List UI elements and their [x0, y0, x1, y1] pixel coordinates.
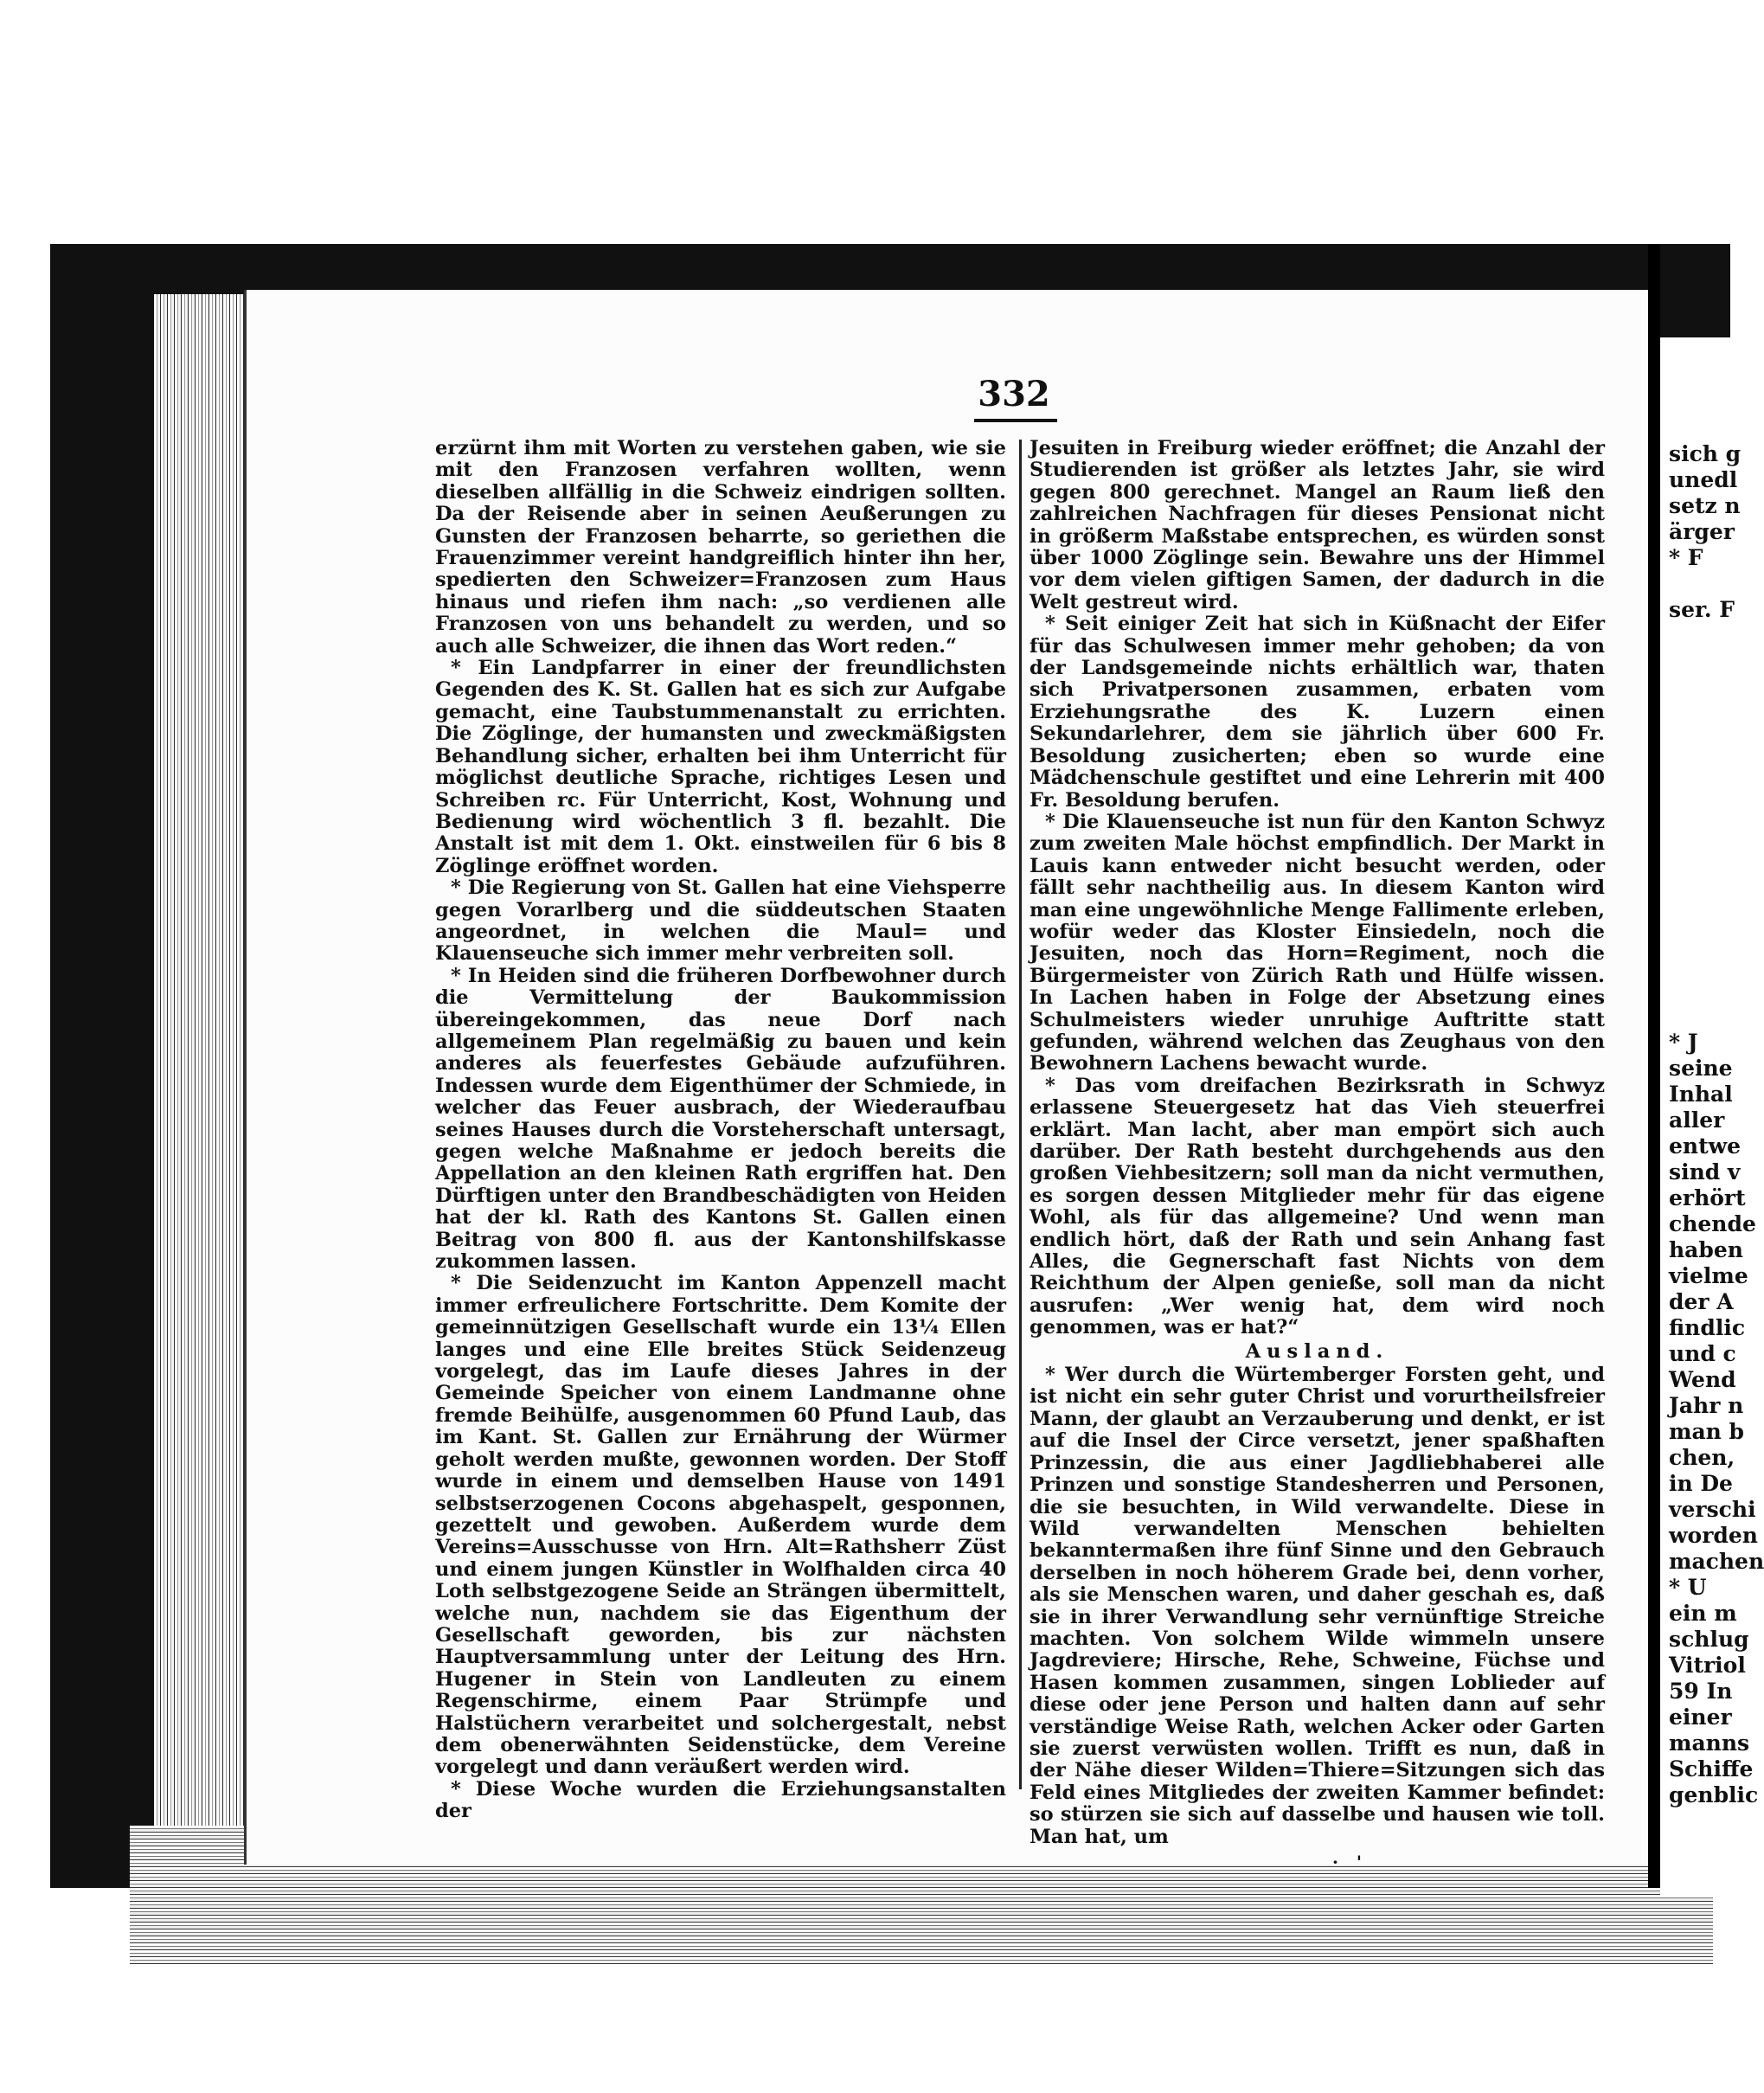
next-page-line: der A	[1669, 1289, 1734, 1314]
next-page-line: ser. F	[1669, 597, 1735, 622]
next-page-line: aller	[1669, 1107, 1725, 1133]
paragraph: * Das vom dreifachen Bezirksrath in Schwyz erlassene Steuergesetz hat das Vieh steuerfrei erklärt. Man lacht, aber man empört sich auch darüber. Der Rath besteht durchgehends aus den großen Viehbesitzern; soll man da nicht vermuthen, es sorgen dessen Mitglieder mehr für das eigene Wohl, als für das allgemeine? Und wenn man endlich hört, daß der Rath und sein Anhang fast Alles, die Gegnerschaft fast Nichts von dem Reichthum der Alpen genieße, soll man da nicht ausrufen: „Wer wenig hat, dem wird noch genommen, was er hat?“	[1030, 1074, 1605, 1339]
next-page-line: ein m	[1669, 1601, 1737, 1626]
next-page-line: 59 In	[1669, 1679, 1733, 1704]
next-page-line: chende	[1669, 1211, 1756, 1236]
left-column	[435, 438, 1006, 1823]
section-heading: Ausland.	[1245, 1339, 1389, 1363]
next-page-line: chen,	[1669, 1445, 1735, 1470]
next-page-line: genblic	[1669, 1782, 1759, 1807]
next-page-top-lines	[1660, 441, 1741, 623]
next-page-line: sich g	[1669, 441, 1742, 466]
paragraph: Jesuiten in Freiburg wieder eröffnet; die Anzahl der Studierenden ist größer als letztes Jahr, sie wird gegen 800 gerechnet. Mangel an Raum ließ den zahlreichen Nachfragen für dieses Pensionat nicht in größerm Maßstabe entsprechen, es würden sonst über 1000 Zöglinge sein. Bewahre uns der Himmel vor dem vielen giftigen Samen, der dadurch in die Welt gestreut wird.	[1030, 437, 1605, 613]
next-page-line: * U	[1669, 1575, 1707, 1600]
paragraph: * Die Regierung von St. Gallen hat eine Viehsperre gegen Vorarlberg und die süddeutschen Staaten angeordnet, in welchen die Maul= und Klauenseuche sich immer mehr verbreiten soll.	[435, 876, 1006, 966]
next-page-line: verschi	[1669, 1497, 1756, 1522]
paragraph: * Ein Landpfarrer in einer der freundlichsten Gegenden des K. St. Gallen hat es sich zur Aufgabe gemacht, eine Taubstummenanstalt zu errichten. Die Zöglinge, der humansten und zweckmäßigsten Behandlung sicher, erhalten bei ihm Unterricht für möglichst deutliche Sprache, richtiges Lesen und Schreiben rc. Für Unterricht, Kost, Wohnung und Bedienung wird wöchentlich 3 fl. bezahlt. Die Anstalt ist mit dem 1. Okt. einstweilen für 6 bis 8 Zöglinge eröffnet worden.	[435, 657, 1006, 877]
paragraph: erzürnt ihm mit Worten zu verstehen gaben, wie sie mit den Franzosen verfahren wollten, wenn dieselben allfällig in die Schweiz eindrigen sollten. Da der Reisende aber in seinen Aeußerungen zu Gunsten der Franzosen beharrte, so geriethen die Frauenzimmer vereint handgreiflich hinter ihn her, spedierten den Schweizer=Franzosen zum Haus hinaus und riefen ihm nach: „so verdienen alle Franzosen von uns behandelt zu werden, und so auch alle Schweizer, die ihnen das Wort reden.“	[435, 437, 1006, 658]
next-page-line: seine	[1669, 1056, 1733, 1081]
next-page-line: Schiffe	[1669, 1756, 1754, 1782]
next-page-line: unedl	[1669, 467, 1738, 492]
next-page-line: man b	[1669, 1419, 1745, 1444]
paragraph: * Diese Woche wurden die Erziehungsanstalten der	[435, 1777, 1006, 1823]
book-gutter	[1648, 244, 1660, 1888]
paragraph: * Die Seidenzucht im Kanton Appenzell macht immer erfreulichere Fortschritte. Dem Komite der gemeinnützigen Gesellschaft wurde ein 13¼ Ellen langes und eine Elle breites Stück Seidenzeug vorgelegt, das im Laufe dieses Jahres in der Gemeinde Speicher von einem Landmanne ohne fremde Beihülfe, ausgenommen 60 Pfund Laub, das im Kant. St. Gallen zur Ernährung der Würmer geholt werden mußte, gewonnen worden. Der Stoff wurde in einem und demselben Hause von 1491 selbstserzogenen Cocons abgehaspelt, gesponnen, gezettelt und gewoben. Außerdem wurde dem Vereins=Ausschusse von Hrn. Alt=Rathsherr Züst und einem jungen Künstler in Wolfhalden circa 40 Loth selbstgezogene Seide an Strängen übermittelt, welche nun, nachdem sie das Eigenthum der Gesellschaft geworden, bis zur nächsten Hauptversammlung unter der Leitung des Hrn. Hugener in Stein von Landleuten zu einem Regenschirme, einem Paar Strümpfe und Halstüchern verarbeitet und solchergestalt, nebst dem obenerwähnten Seidenstücke, dem Vereine vorgelegt und dann veräußert werden wird.	[435, 1272, 1006, 1779]
next-page-line: und c	[1669, 1341, 1736, 1366]
column-divider	[1019, 440, 1022, 1789]
next-page-line: schlug	[1669, 1627, 1749, 1652]
next-page-fragment	[1660, 337, 1764, 1895]
right-column	[1030, 438, 1605, 1848]
paragraph: * Wer durch die Würtemberger Forsten geht, und ist nicht ein sehr guter Christ und vorurtheilsfreier Mann, der glaubt an Verzauberung und denkt, er ist auf die Insel der Circe versetzt, jener spaßhaften Prinzessin, die aus einer Jagdliebhaberei alle Prinzen und sonstige Standesherren und Personen, die sie besuchten, in Wild verwandelte. Diese in Wild verwandelten Menschen behielten bekanntermaßen ihre fünf Sinne und den Gebrauch derselben in noch höherem Grade bei, denn vorher, als sie Menschen waren, und daher geschah es, daß sie in ihrer Verwandlung sehr vernünftige Streiche machten. Von solchem Wilde wimmeln unsere Jagdreviere; Hirsche, Rehe, Schweine, Füchse und Hasen kommen zusammen, singen Loblieder auf diese oder jene Person und halten dann auf sehr verständige Weise Rath, welchen Acker oder Garten sie zuerst verwüsten wollen. Trifft es nun, daß in der Nähe dieser Wilden=Thiere=Sitzungen sich das Feld eines Mitgliedes der zweiten Kammer befindet: so stürzen sie sich auf dasselbe und hausen wie toll. Man hat, um	[1030, 1364, 1605, 1848]
next-page-line: manns	[1669, 1730, 1750, 1756]
paragraph: * Seit einiger Zeit hat sich in Küßnacht der Eifer für das Schulwesen immer mehr gehoben; da von der Landsgemeinde nichts erhältlich war, thaten sich Privatpersonen zusammen, erbaten vom Erziehungsrathe des K. Luzern einen Sekundarlehrer, dem sie jährlich über 600 Fr. Besoldung zusicherten; eben so wurde eine Mädchenschule gestiftet und eine Lehrerin mit 400 Fr. Besoldung berufen.	[1030, 613, 1605, 812]
next-page-line: * F	[1669, 545, 1703, 570]
next-page-line: worden	[1669, 1523, 1758, 1548]
next-page-line: haben	[1669, 1237, 1743, 1262]
scan-specks: · '	[1332, 1852, 1362, 1872]
next-page-line: machen	[1669, 1549, 1764, 1574]
next-page-line: in De	[1669, 1471, 1733, 1496]
next-page-line	[1660, 571, 1741, 597]
paragraph: * Die Klauenseuche ist nun für den Kanton Schwyz zum zweiten Male höchst empfindlich. Der Markt in Lauis kann entweder nicht besucht werden, oder fällt sehr nachtheilig aus. In diesem Kanton wird man eine ungewöhnliche Menge Fallimente erleben, wofür weder das Kloster Einsiedeln, noch die Jesuiten, noch das Horn=Regiment, noch die Bürgermeister von Zürich Rath und Hülfe wissen. In Lachen haben in Folge der Absetzung eines Schulmeisters wieder unruhige Auftritte statt gefunden, während welchen das Zeughaus von den Bewohnern Lachens bewacht wurde.	[1030, 810, 1605, 1075]
page-number: 332	[978, 374, 1050, 414]
page-number-underline	[974, 419, 1057, 422]
next-page-line: sind v	[1669, 1159, 1741, 1185]
next-page-line: vielme	[1669, 1263, 1748, 1288]
next-page-line: setz n	[1669, 493, 1741, 518]
next-page-line: ärger	[1669, 519, 1735, 544]
next-page-line: Inhal	[1669, 1082, 1733, 1107]
next-page-line: Vitriol	[1669, 1653, 1746, 1678]
next-page-line: einer	[1669, 1705, 1732, 1730]
next-page-line: erhört	[1669, 1185, 1746, 1210]
next-page-line: * J	[1669, 1030, 1698, 1055]
next-page-line: Wend	[1669, 1367, 1736, 1392]
next-page-line: Jahr n	[1669, 1393, 1744, 1418]
page-edges-left	[154, 294, 249, 1960]
next-page-bottom-lines	[1660, 1030, 1764, 1808]
next-page-line: entwe	[1669, 1133, 1742, 1159]
next-page-line: findlic	[1669, 1315, 1746, 1340]
paragraph: * In Heiden sind die früheren Dorfbewohner durch die Vermittelung der Baukommission übereingekommen, das neue Dorf nach allgemeinem Plan regelmäßig zu bauen und kein anderes als feuerfestes Gebäude aufzuführen. Indessen wurde dem Eigenthümer der Schmiede, in welcher das Feuer ausbrach, der Wiederaufbau seines Hauses durch die Vorsteherschaft untersagt, gegen welche Maßnahme er jedoch bereits die Appellation an den kleinen Rath ergriffen hat. Den Dürftigen unter den Brandbeschädigten von Heiden hat der kl. Rath des Kantons St. Gallen einen Beitrag von 800 fl. aus der Kantonshilfskasse zukommen lassen.	[435, 964, 1006, 1274]
